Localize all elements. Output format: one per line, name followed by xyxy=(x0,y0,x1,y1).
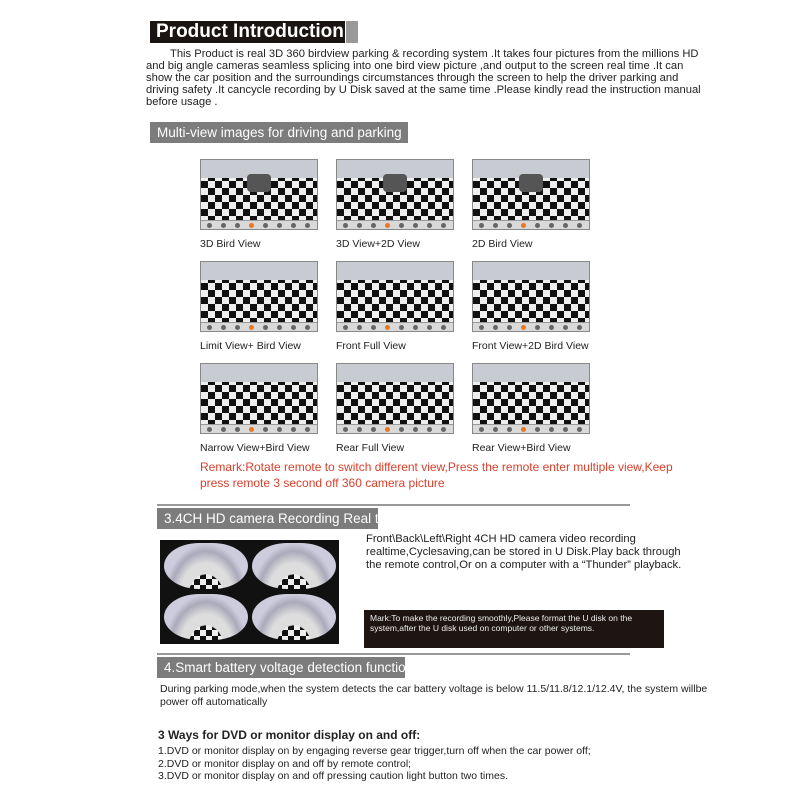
camera-scene xyxy=(337,364,453,424)
battery-text: During parking mode,when the system detects the car battery voltage is below 11.5/11.8/12.1/12.4V, the system willbe power off automatically xyxy=(160,683,708,708)
screen-toolbar xyxy=(473,322,589,331)
camera-scene xyxy=(473,364,589,424)
view-label: Rear View+Bird View xyxy=(472,442,571,454)
mark-note: Mark:To make the recording smoothly,Please format the U disk on the system,after the U disk used on computer or other systems. xyxy=(364,610,664,648)
divider xyxy=(157,653,630,655)
ways-item: 3.DVD or monitor display on and off pressing caution light button two times. xyxy=(158,770,508,782)
view-thumbnail xyxy=(472,261,590,332)
car-icon xyxy=(519,174,543,192)
view-thumbnail xyxy=(200,261,318,332)
title-accent xyxy=(346,21,358,43)
ways-item: 2.DVD or monitor display on and off by remote control; xyxy=(158,757,412,770)
view-label: 3D View+2D View xyxy=(336,238,420,250)
screen-toolbar xyxy=(337,220,453,229)
car-icon xyxy=(383,174,407,192)
ways-item: 1.DVD or monitor display on by engaging reverse gear trigger,turn off when the car power off; xyxy=(158,745,591,757)
view-thumbnail xyxy=(472,159,590,230)
camera-scene xyxy=(201,364,317,424)
intro-text: This Product is real 3D 360 birdview parking & recording system .It takes four pictures from the millions HD and big angle cameras seamless splicing into one bird view picture ,and output to the screen real time .It can show the car position and the surroundings circumstances through the screen to help the driver parking and driving safety .It cancycle recording by U Disk saved at the same time .Please kindly read the instruction manual before usage . xyxy=(146,48,701,108)
camera-scene xyxy=(201,262,317,322)
recording-text: Front\Back\Left\Right 4CH HD camera video recording realtime,Cyclesaving,can be stored in U Disk.Play back through the remote control,Or on a computer with a “Thunder” playback. xyxy=(366,533,682,571)
view-label: Narrow View+Bird View xyxy=(200,442,310,454)
view-thumbnail xyxy=(200,159,318,230)
view-thumbnail xyxy=(336,261,454,332)
section-heading-battery: 4.Smart battery voltage detection function xyxy=(157,657,405,678)
section-heading-multiview: Multi-view images for driving and parking xyxy=(150,122,408,143)
screen-toolbar xyxy=(337,424,453,433)
fisheye-camera-image xyxy=(160,540,339,644)
camera-scene xyxy=(473,262,589,322)
view-label: Front View+2D Bird View xyxy=(472,340,589,352)
screen-toolbar xyxy=(201,322,317,331)
section-heading-recording: 3.4CH HD camera Recording Real time xyxy=(157,508,378,529)
view-thumbnail xyxy=(336,363,454,434)
view-label: 3D Bird View xyxy=(200,238,261,250)
view-thumbnail xyxy=(200,363,318,434)
car-icon xyxy=(247,174,271,192)
ways-list xyxy=(158,745,758,783)
divider xyxy=(157,504,630,506)
ways-heading: 3 Ways for DVD or monitor display on and off: xyxy=(158,728,421,742)
screen-toolbar xyxy=(473,220,589,229)
view-label: Front Full View xyxy=(336,340,406,352)
view-label: Limit View+ Bird View xyxy=(200,340,301,352)
page-title: Product Introduction xyxy=(150,21,345,43)
view-thumbnail xyxy=(472,363,590,434)
screen-toolbar xyxy=(337,322,453,331)
camera-scene xyxy=(337,262,453,322)
view-label: 2D Bird View xyxy=(472,238,533,250)
remark-text: Remark:Rotate remote to switch different view,Press the remote enter multiple view,Keep press remote 3 second off 360 camera picture xyxy=(200,460,673,490)
screen-toolbar xyxy=(473,424,589,433)
view-thumbnail xyxy=(336,159,454,230)
screen-toolbar xyxy=(201,220,317,229)
screen-toolbar xyxy=(201,424,317,433)
view-label: Rear Full View xyxy=(336,442,405,454)
